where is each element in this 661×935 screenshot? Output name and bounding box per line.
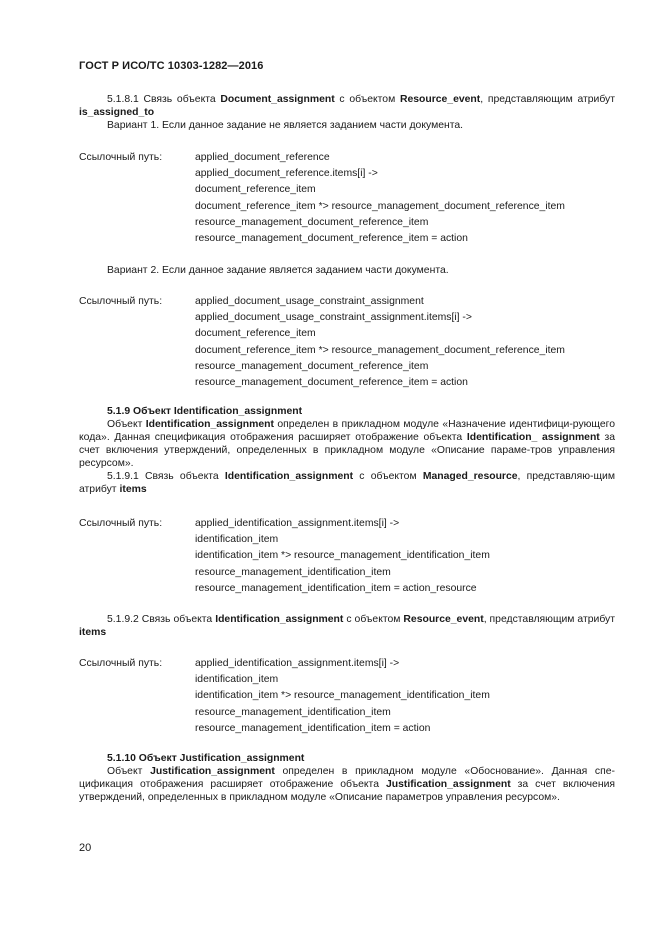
section-5-1-8-1-heading: 5.1.8.1 Связь объекта Document_assignment с объектом Resource_event, представляющим атрибут is_assigned_to [79,94,616,118]
path-line: applied_document_usage_constraint_assignment [195,296,424,307]
path-line: identification_item *> resource_management_identification_item [195,690,490,702]
variant-1-text: Вариант 1. Если данное задание не является заданием части документа. [107,120,464,131]
reference-path-items [195,517,490,598]
reference-path-items [195,151,565,248]
path-line: applied_identification_assignment.items[i] -> [195,518,400,529]
path-line: applied_document_reference.items[i] -> [195,168,378,180]
section-5-1-8-1 [79,93,615,132]
path-line: identification_item [195,674,279,686]
reference-path-label: Ссылочный путь: [79,518,163,529]
section-5-1-10 [79,752,615,804]
path-line: identification_item [195,534,279,546]
reference-path-label: Ссылочный путь: [79,296,163,307]
path-line: document_reference_item *> resource_management_document_reference_item [195,200,565,212]
variant-2-block [79,264,615,277]
reference-path-label: Ссылочный путь: [79,658,163,669]
path-line: applied_identification_assignment.items[i] -> [195,658,400,669]
reference-path-items [195,295,565,392]
section-5-1-9-2 [79,613,615,639]
path-line: resource_management_identification_item [195,566,391,578]
section-5-1-9-2-heading: 5.1.9.2 Связь объекта Identification_assignment с объектом Resource_event, представляющим атрибут items [79,614,616,638]
section-5-1-9-1-heading: 5.1.9.1 Связь объекта Identification_assignment с объектом Managed_resource, представляю-щим атрибут items [79,471,615,495]
section-5-1-9 [79,405,615,496]
path-line: resource_management_identification_item [195,706,391,718]
variant-2-text: Вариант 2. Если данное задание является заданием части документа. [107,265,449,276]
path-line: resource_management_document_reference_item = action [195,232,468,244]
path-line: document_reference_item [195,328,316,340]
section-5-1-10-paragraph: Объект Justification_assignment определен в прикладном модуле «Обоснование». Данная спе-цификация отображения расширяет отображение объекта Justification_assignment за счет включения утверждений, определенных в прикладном модуле «Описание параметров управления ресурсом». [79,766,615,803]
section-5-1-10-title: 5.1.10 Объект Justification_assignment [107,753,305,764]
path-line: document_reference_item [195,184,316,196]
path-line: document_reference_item *> resource_management_document_reference_item [195,344,565,356]
reference-path-label: Ссылочный путь: [79,152,163,163]
path-line: resource_management_document_reference_item [195,216,429,228]
path-line: resource_management_document_reference_item [195,360,429,372]
path-line: resource_management_identification_item = action_resource [195,582,477,594]
path-line: resource_management_identification_item = action [195,722,431,734]
reference-path-items [195,657,490,738]
path-line: resource_management_document_reference_item = action [195,376,468,388]
section-5-1-9-paragraph: Объект Identification_assignment определен в прикладном модуле «Назначение идентифици-рующего кода». Данная спецификация отображения расширяет отображение объекта Identification_ assignment за счет включения утверждений, определенных в прикладном модуле «Описание параме-тров управления ресурсом». [79,419,616,469]
path-line: applied_document_reference [195,152,330,163]
document-header: ГОСТ Р ИСО/ТС 10303-1282—2016 [79,60,264,72]
section-5-1-9-title: 5.1.9 Объект Identification_assignment [107,406,303,417]
path-line: applied_document_usage_constraint_assignment.items[i] -> [195,312,472,324]
path-line: identification_item *> resource_management_identification_item [195,550,490,562]
page-number: 20 [79,842,92,854]
